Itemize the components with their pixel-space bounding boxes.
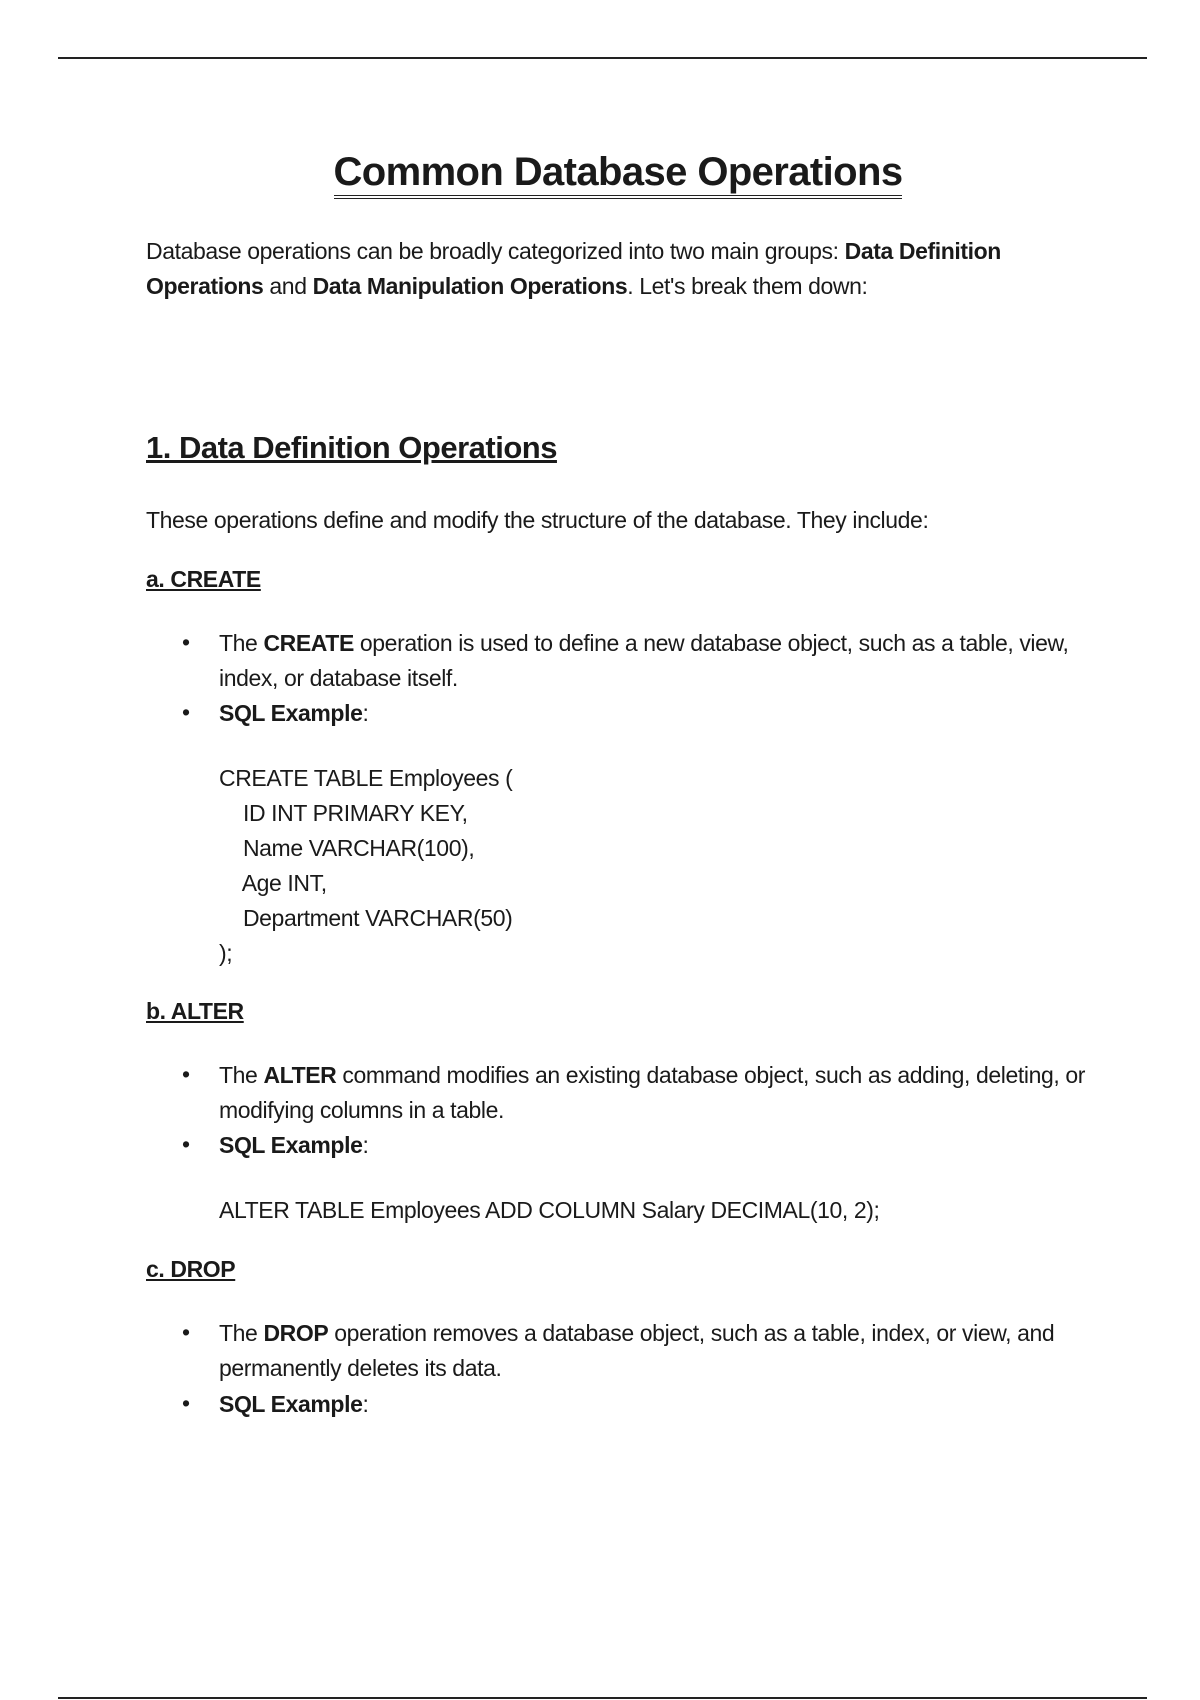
alter-code-block: ALTER TABLE Employees ADD COLUMN Salary DECIMAL(10, 2);	[219, 1197, 880, 1223]
drop-description: The DROP operation removes a database object, such as a table, index, or view, and permanently deletes its data.	[219, 1320, 1055, 1381]
alter-description: The ALTER command modifies an existing database object, such as adding, deleting, or modifying columns in a table.	[219, 1062, 1086, 1123]
create-code-block: CREATE TABLE Employees ( ID INT PRIMARY KEY, Name VARCHAR(100), Age INT, Department VARCHAR(50) );	[219, 765, 513, 966]
bullet-icon: •	[182, 1131, 191, 1157]
subheading-create: a. CREATE	[146, 566, 261, 592]
sql-example-label: SQL Example:	[219, 700, 369, 726]
subheading-alter: b. ALTER	[146, 998, 244, 1024]
bullet-icon: •	[182, 699, 191, 725]
page-title: Common Database Operations	[0, 150, 1200, 195]
subheading-drop: c. DROP	[146, 1256, 236, 1282]
sql-example-label: SQL Example:	[219, 1132, 369, 1158]
bullet-icon: •	[182, 629, 191, 655]
intro-paragraph: Database operations can be broadly categorized into two main groups: Data Definition Operations and Data Manipulation Operations. Let's break them down:	[146, 238, 1001, 299]
bullet-icon: •	[182, 1319, 191, 1345]
sql-example-label: SQL Example:	[219, 1391, 369, 1417]
footer-rule	[58, 1697, 1147, 1699]
create-description: The CREATE operation is used to define a new database object, such as a table, view, index, or database itself.	[219, 630, 1069, 691]
bullet-icon: •	[182, 1061, 191, 1087]
header-rule	[58, 57, 1147, 59]
section-heading: 1. Data Definition Operations	[146, 430, 557, 465]
section-description: These operations define and modify the structure of the database. They include:	[146, 507, 929, 533]
bullet-icon: •	[182, 1390, 191, 1416]
